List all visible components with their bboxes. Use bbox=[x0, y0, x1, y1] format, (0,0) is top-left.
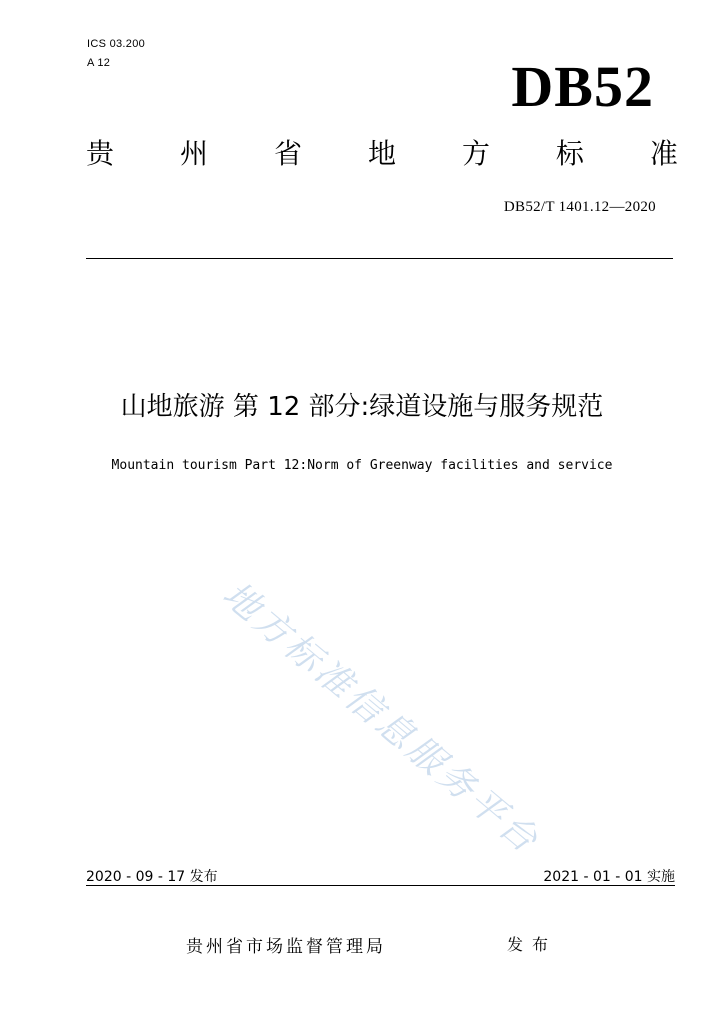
local-standard-char: 省 bbox=[273, 137, 302, 170]
header-divider bbox=[86, 258, 673, 259]
title-chinese: 山地旅游 第 12 部分:绿道设施与服务规范 bbox=[120, 392, 604, 422]
db-code-logo: DB52 bbox=[511, 54, 654, 119]
local-standard-char: 准 bbox=[649, 137, 678, 170]
classification-code: A 12 bbox=[87, 57, 111, 69]
local-standard-char: 州 bbox=[179, 137, 208, 170]
local-standard-heading bbox=[86, 137, 678, 170]
title-english: Mountain tourism Part 12:Norm of Greenway facilities and service bbox=[111, 458, 613, 473]
local-standard-char: 标 bbox=[555, 137, 584, 170]
ics-code: ICS 03.200 bbox=[87, 38, 146, 50]
publish-date: 2020 - 09 - 17 发布 bbox=[86, 869, 218, 885]
standard-number: DB52/T 1401.12—2020 bbox=[503, 199, 656, 215]
issue-label: 发布 bbox=[507, 935, 558, 954]
local-standard-char: 地 bbox=[367, 137, 396, 170]
watermark: 地方标准信息服务平台 bbox=[214, 574, 548, 863]
local-standard-char: 贵 bbox=[86, 137, 115, 170]
implement-date: 2021 - 01 - 01 实施 bbox=[543, 869, 675, 885]
issuing-authority: 贵州省市场监督管理局 bbox=[186, 937, 386, 957]
local-standard-char: 方 bbox=[461, 137, 490, 170]
date-divider bbox=[86, 885, 675, 886]
